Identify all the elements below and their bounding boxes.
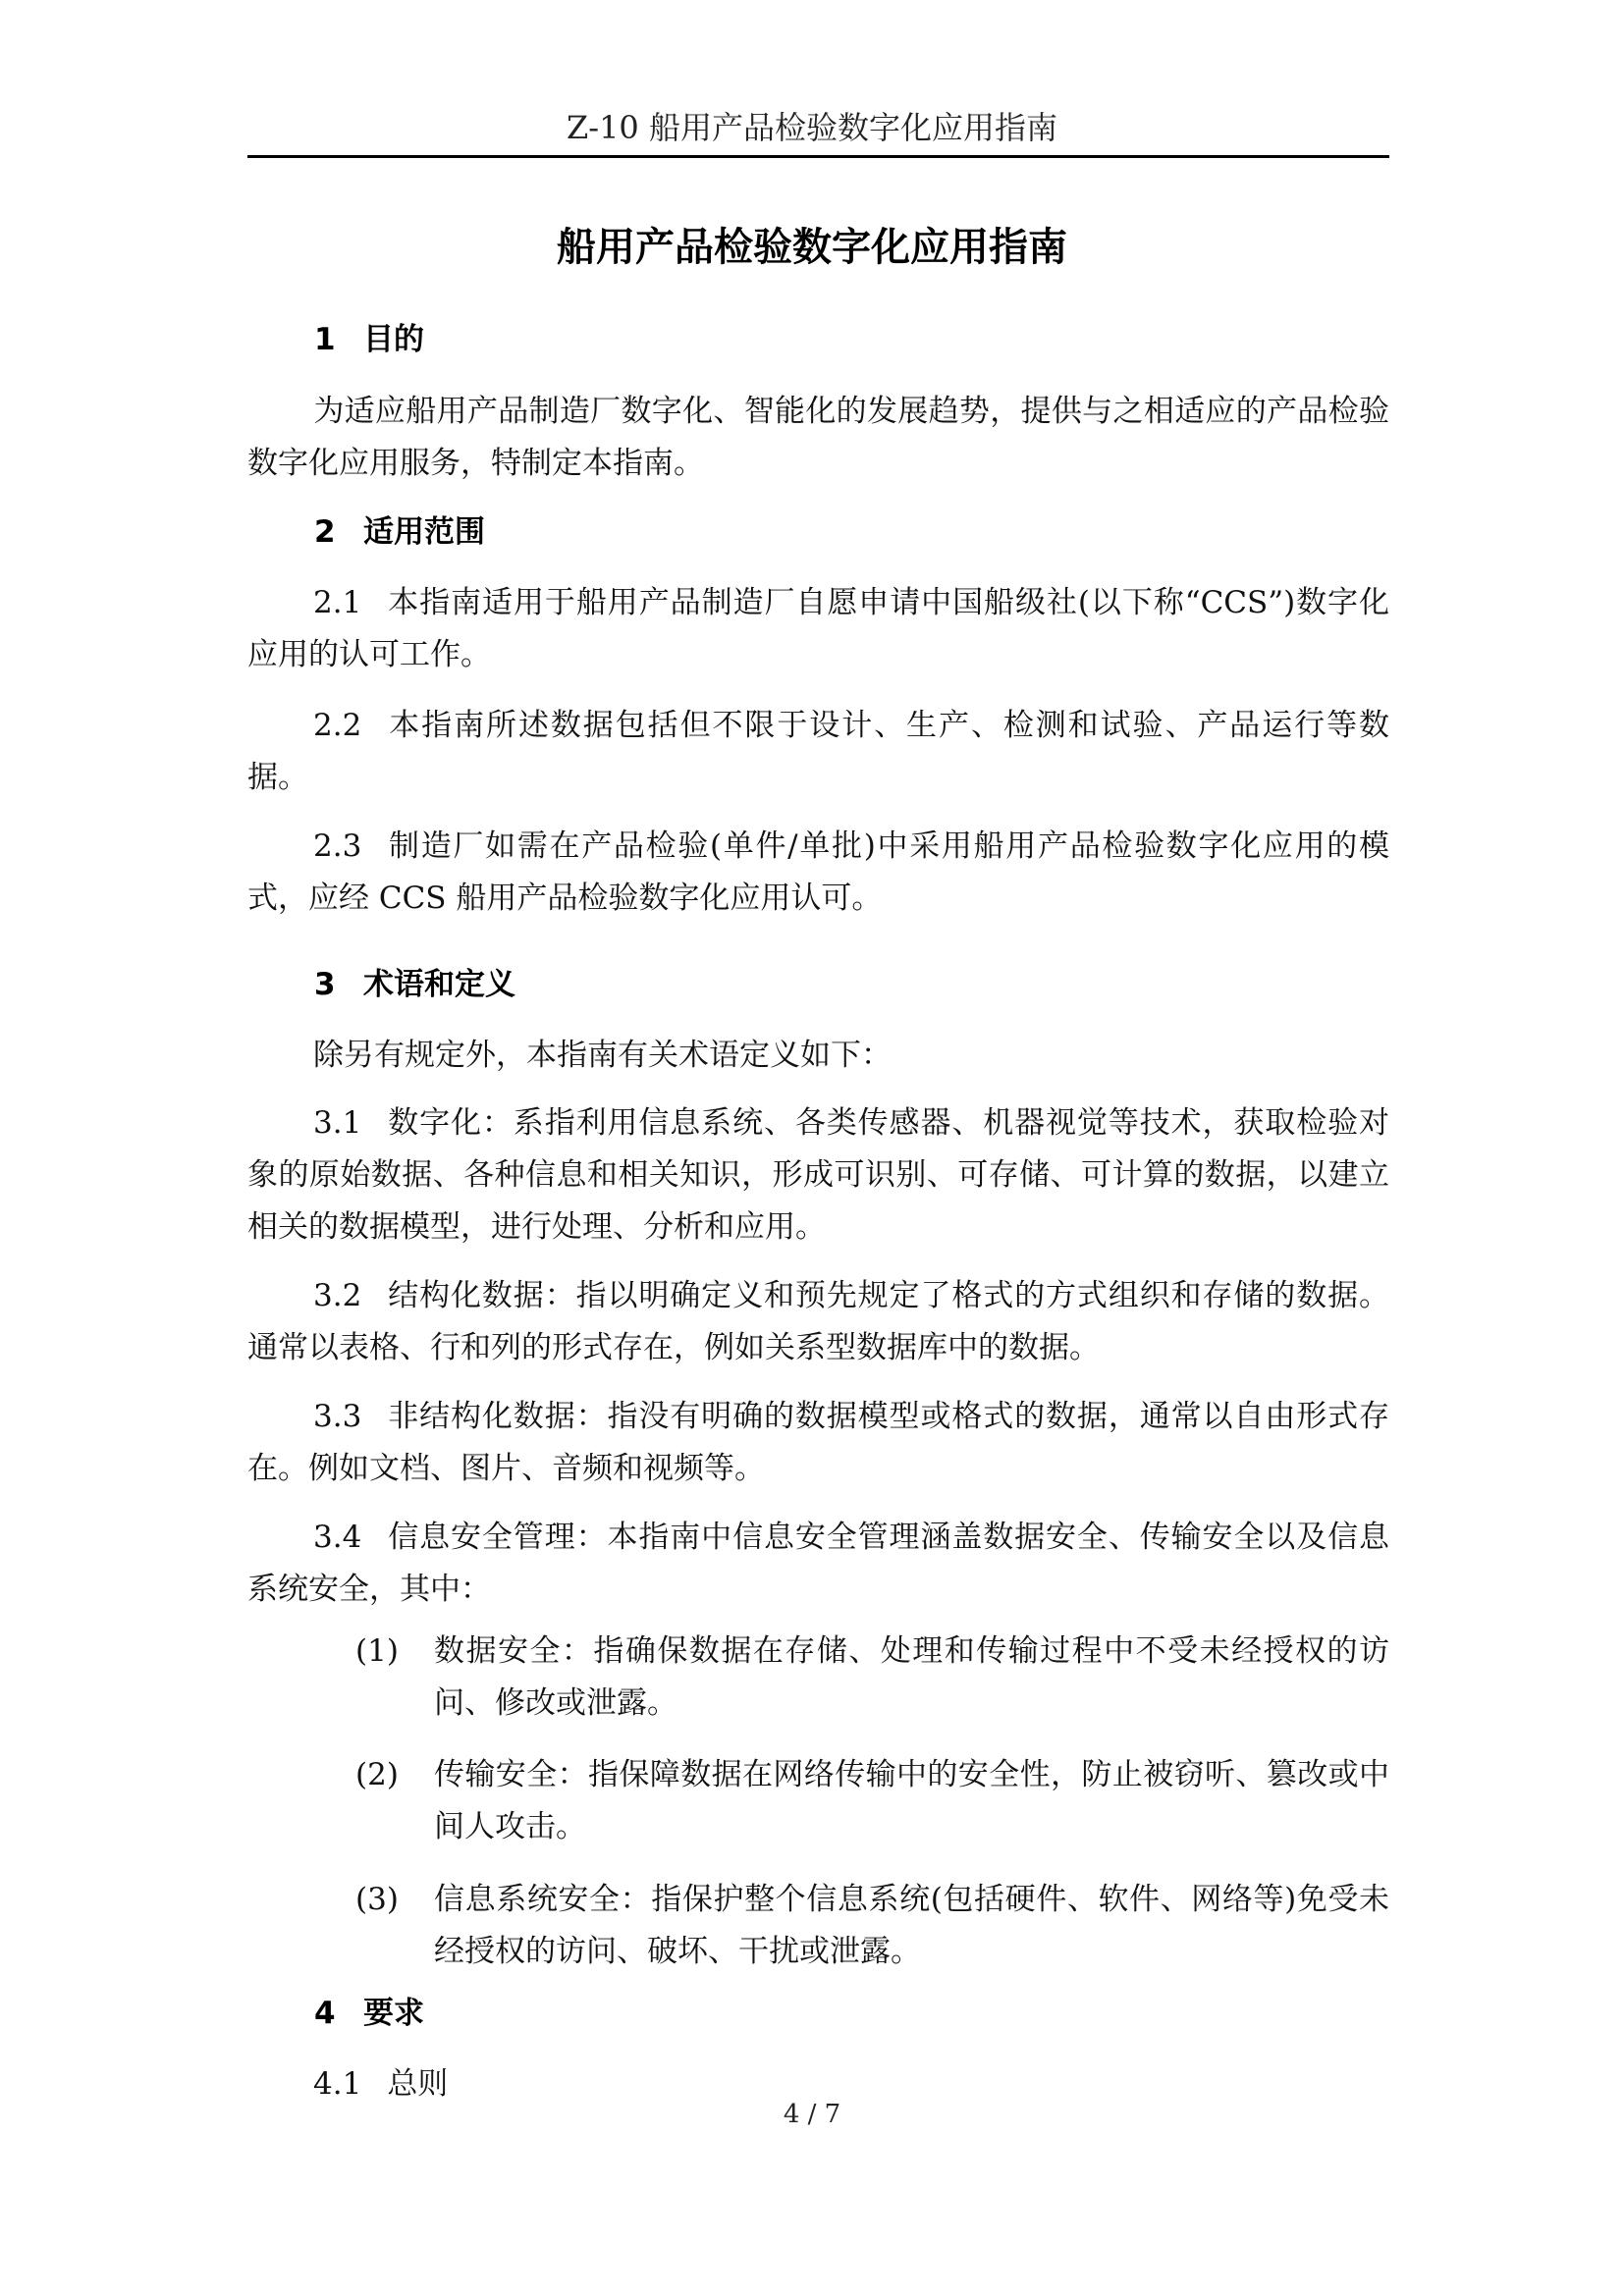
running-header: Z-10 船用产品检验数字化应用指南	[567, 109, 1057, 146]
clause-3-3-text: 非结构化数据：指没有明确的数据模型或格式的数据，通常以自由形式存在。例如文档、图片、音频和视频等。	[247, 1399, 1389, 1486]
section-4-heading	[314, 1994, 424, 2033]
clause-3-1-number: 3.1	[313, 1105, 362, 1141]
clause-2-2-text: 本指南所述数据包括但不限于设计、生产、检测和试验、产品运行等数据。	[247, 708, 1389, 795]
clause-3-3-number: 3.3	[313, 1399, 362, 1434]
list-item-marker: (3)	[355, 1882, 399, 1917]
clause-2-3-number: 2.3	[313, 828, 362, 864]
clause-2-3-text: 制造厂如需在产品检验(单件/单批)中采用船用产品检验数字化应用的模式，应经 CCS 船用产品检验数字化应用认可。	[247, 828, 1389, 916]
clause-3-4	[247, 1512, 1389, 1616]
section-2-title: 适用范围	[363, 514, 485, 550]
section-2-heading	[314, 512, 485, 552]
clause-2-1-number: 2.1	[313, 585, 362, 620]
list-item	[355, 1874, 1389, 1978]
section-3-title: 术语和定义	[363, 967, 515, 1002]
section-1-title: 目的	[363, 322, 424, 357]
clause-3-4-text: 信息安全管理：本指南中信息安全管理涵盖数据安全、传输安全以及信息系统安全，其中：	[247, 1520, 1389, 1607]
list-item	[355, 1626, 1389, 1730]
clause-4-1-number: 4.1	[313, 2066, 362, 2102]
section-3-intro	[247, 1030, 1389, 1082]
clause-3-2-text: 结构化数据：指以明确定义和预先规定了格式的方式组织和存储的数据。通常以表格、行和列的形式存在，例如关系型数据库中的数据。	[247, 1278, 1389, 1365]
clause-3-4-number: 3.4	[313, 1520, 362, 1555]
section-3-intro-text: 除另有规定外，本指南有关术语定义如下：	[313, 1038, 892, 1073]
clause-3-1	[247, 1097, 1389, 1254]
clause-3-3	[247, 1391, 1389, 1495]
list-item	[355, 1749, 1389, 1853]
section-3-heading	[314, 965, 515, 1004]
clause-2-2-number: 2.2	[313, 708, 362, 743]
clause-3-2	[247, 1270, 1389, 1374]
section-1-text: 为适应船用产品制造厂数字化、智能化的发展趋势，提供与之相适应的产品检验数字化应用服务，特制定本指南。	[247, 394, 1389, 481]
header-rule	[247, 155, 1389, 158]
list-item-text: 传输安全：指保障数据在网络传输中的安全性，防止被窃听、篡改或中间人攻击。	[434, 1757, 1389, 1844]
section-1-paragraph	[247, 386, 1389, 490]
clause-2-3	[247, 821, 1389, 925]
clause-4-1-text: 总则	[387, 2066, 449, 2102]
section-4-number: 4	[314, 1996, 336, 2031]
clause-2-2	[247, 700, 1389, 804]
section-2-number: 2	[314, 514, 336, 550]
section-1-heading	[314, 320, 424, 359]
clause-2-1	[247, 577, 1389, 681]
document-title: 船用产品检验数字化应用指南	[557, 225, 1067, 270]
section-4-title: 要求	[363, 1996, 424, 2031]
list-item-marker: (2)	[355, 1757, 399, 1792]
page-number: 4 / 7	[783, 2100, 841, 2129]
list-item-text: 信息系统安全：指保护整个信息系统(包括硬件、软件、网络等)免受未经授权的访问、破坏、干扰或泄露。	[434, 1882, 1389, 1969]
clause-2-1-text: 本指南适用于船用产品制造厂自愿申请中国船级社(以下称“CCS”)数字化应用的认可工作。	[247, 585, 1389, 672]
section-1-number: 1	[314, 322, 336, 357]
list-item-marker: (1)	[355, 1633, 399, 1669]
clause-3-1-text: 数字化：系指利用信息系统、各类传感器、机器视觉等技术，获取检验对象的原始数据、各种信息和相关知识，形成可识别、可存储、可计算的数据，以建立相关的数据模型，进行处理、分析和应用。	[247, 1105, 1389, 1245]
clause-3-2-number: 3.2	[313, 1278, 362, 1313]
section-3-number: 3	[314, 967, 336, 1002]
list-item-text: 数据安全：指确保数据在存储、处理和传输过程中不受未经授权的访问、修改或泄露。	[434, 1633, 1389, 1721]
